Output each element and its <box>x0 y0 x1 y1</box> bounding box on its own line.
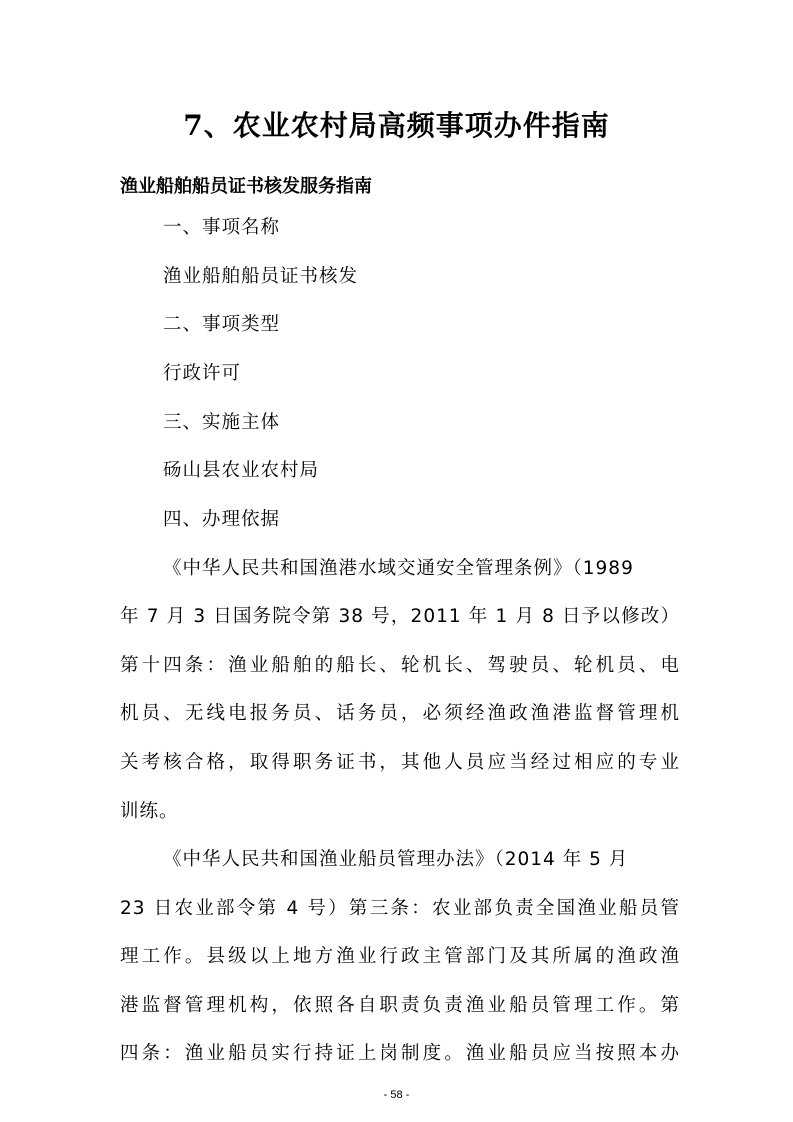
page-title: 7、农业农村局高频事项办件指南 <box>183 109 610 142</box>
para2-line: 23 日农业部令第 4 号）第三条：农业部负责全国渔业船员管 <box>120 898 680 919</box>
para1-line: 年 7 月 3 日国务院令第 38 号，2011 年 1 月 8 日予以修改） <box>120 606 680 627</box>
guide-heading: 渔业船舶船员证书核发服务指南 <box>120 176 372 197</box>
para1-line: 第十四条：渔业船舶的船长、轮机长、驾驶员、轮机员、电 <box>120 655 680 676</box>
para1-line: 机员、无线电报务员、话务员，必须经渔政渔港监督管理机 <box>120 703 680 724</box>
section-heading-item-name: 一、事项名称 <box>163 217 281 238</box>
para2-line: 《中华人民共和国渔业船员管理办法》（2014 年 5 月 <box>163 849 629 870</box>
para2-line: 四条：渔业船员实行持证上岗制度。渔业船员应当按照本办 <box>120 1043 680 1064</box>
item-type-value: 行政许可 <box>163 363 242 384</box>
item-name-value: 渔业船舶船员证书核发 <box>163 266 359 287</box>
para2-line: 港监督管理机构，依照各自职责负责渔业船员管理工作。第 <box>120 995 680 1016</box>
para1-line: 关考核合格，取得职务证书，其他人员应当经过相应的专业 <box>120 752 680 773</box>
para1-line: 训练。 <box>120 801 179 822</box>
para1-line: 《中华人民共和国渔港水域交通安全管理条例》（1989 <box>163 558 634 579</box>
section-heading-item-type: 二、事项类型 <box>163 314 281 335</box>
section-heading-legal-basis: 四、办理依据 <box>163 509 281 530</box>
para2-line: 理工作。县级以上地方渔业行政主管部门及其所属的渔政渔 <box>120 946 680 967</box>
section-heading-implementing-body: 三、实施主体 <box>163 412 281 433</box>
implementing-body-value: 砀山县农业农村局 <box>163 460 320 481</box>
page-number: - 58 - <box>383 1089 410 1101</box>
